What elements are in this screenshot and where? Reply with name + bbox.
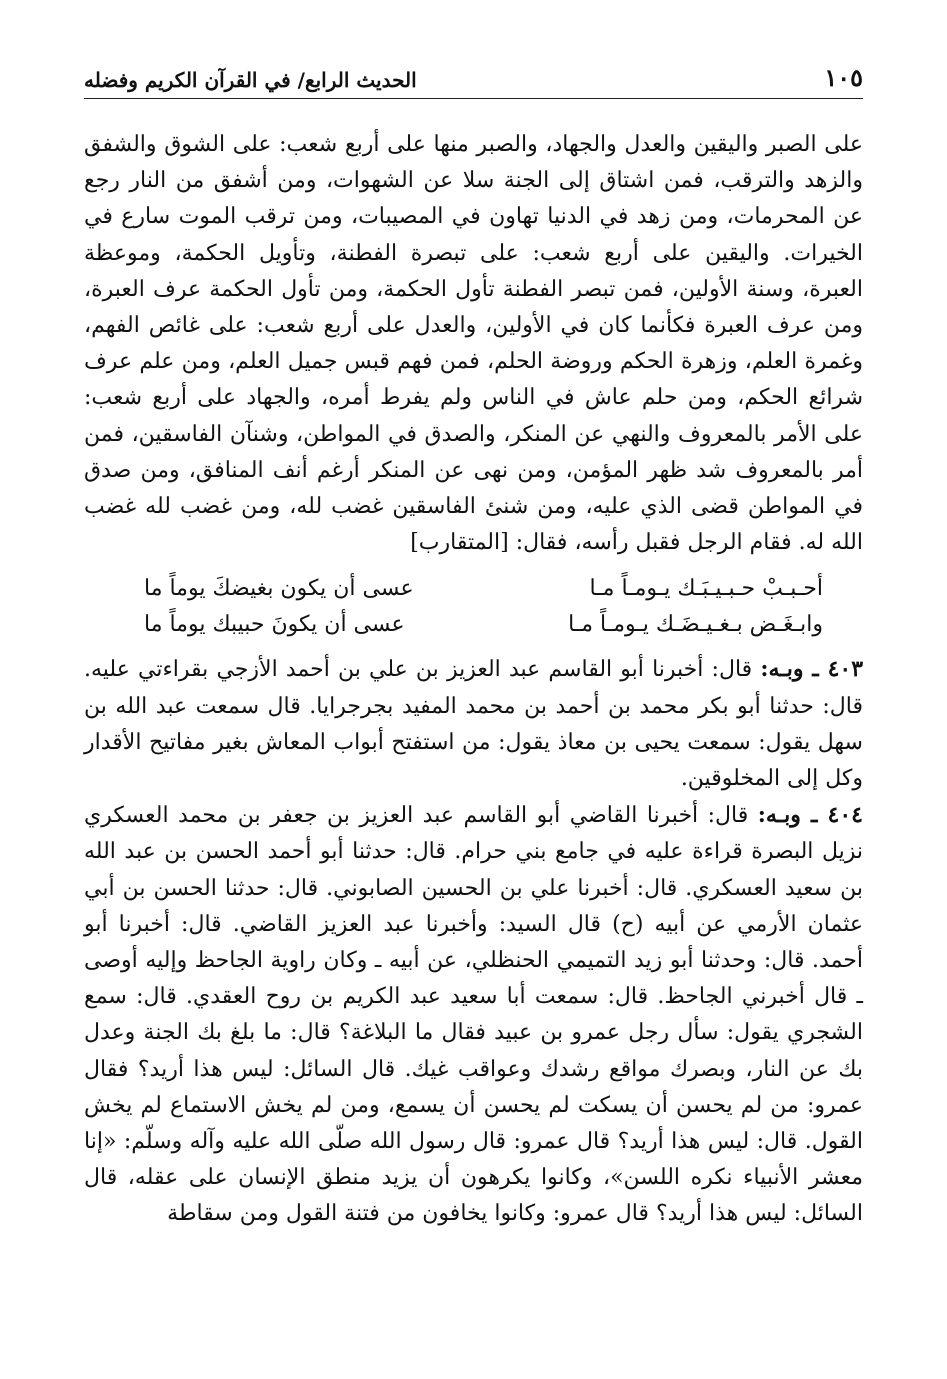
page-header — [84, 52, 863, 99]
hadith-403 — [84, 651, 863, 797]
verse-hemistich-first: وابـغَـض بـغـيـضَـك يـومـاً مـا — [568, 612, 823, 638]
verse-hemistich-first: أحـبـبْ حـبـيـبَـك يـومـاً مـا — [589, 576, 823, 602]
main-text — [84, 127, 863, 1233]
hadith-text: قال: أخبرنا القاضي أبو القاسم عبد العزيز بن جعفر بن محمد العسكري نزيل البصرة قراءة عليه في جامع بني حرام. قال: حدثنا أبو أحمد الحسن بن عبد الله بن سعيد العسكري. قال: أخبرنا علي بن الحسين الصابوني. قال: حدثنا الحسن بن أبي عثمان الأرمي عن أبيه (ح) قال السيد: وأخبرنا عبد العزيز القاضي. قال: أخبرنا أبو أحمد. قال: وحدثنا أبو زيد التميمي الحنظلي، عن أبيه ـ وكان راوية الجاحظ وإليه أوصى ـ قال أخبرني الجاحظ. قال: سمعت أبا سعيد عبد الكريم بن روح العقدي. قال: سمع الشجري يقول: سأل رجل عمرو بن عبيد فقال ما البلاغة؟ قال: ما بلغ بك الجنة وعدل بك عن النار، وبصرك مواقع رشدك وعواقب غيك. قال السائل: ليس هذا أريد؟ فقال عمرو: من لم يحسن أن يسكت لم يحسن أن يسمع، ومن لم يخش الاستماع لم يخش القول. قال: ليس هذا أريد؟ قال عمرو: قال رسول الله صلّى الله عليه وآله وسلّم: «إنا معشر الأنبياء نكره اللسن»، وكانوا يكرهون أن يزيد منطق الإنسان على عقله، قال السائل: ليس هذا أريد؟ قال عمرو: وكانوا يخافون من فتنة القول ومن سقاطة — [84, 803, 863, 1227]
verse-hemistich-second: عسى أن يكونَ حبيبك يوماً ما — [144, 612, 405, 638]
verse-hemistich-second: عسى أن يكون بغيضكَ يوماً ما — [144, 576, 414, 602]
paragraph-continuation: على الصبر واليقين والعدل والجهاد، والصبر منها على أربع شعب: على الشوق والشفق والزهد والترقب، فمن اشتاق إلى الجنة سلا عن الشهوات، ومن أشفق من النار رجع عن المحرمات، ومن زهد في الدنيا تهاون في المصيبات، ومن ترقب الموت سارع في الخيرات. واليقين على أربع شعب: على تبصرة الفطنة، وتأويل الحكمة، وموعظة العبرة، وسنة الأولين، فمن تبصر الفطنة تأول الحكمة، ومن تأول الحكمة عرف العبرة، ومن عرف العبرة فكأنما كان في الأولين، والعدل على أربع شعب: على غائص الفهم، وغمرة العلم، وزهرة الحكم وروضة الحلم، فمن فهم قبس جميل العلم، ومن علم عرف شرائع الحكم، ومن حلم عاش في الناس ولم يفرط أمره، والجهاد على أربع شعب: على الأمر بالمعروف والنهي عن المنكر، والصدق في المواطن، وشنآن الفاسقين، فمن أمر بالمعروف شد ظهر المؤمن، ومن نهى عن المنكر أرغم أنف المنافق، ومن صدق في المواطن قضى الذي عليه، ومن شنئ الفاسقين غضب لله، ومن غضب لله غضب الله له. فقام الرجل فقبل رأسه، فقال: [المتقارب] — [84, 132, 863, 556]
verse-line — [84, 571, 863, 607]
page-number: ١٠٥ — [824, 63, 863, 92]
poem-verses — [84, 571, 863, 643]
hadith-404 — [84, 797, 863, 1232]
hadith-number: ٤٠٤ ـ وبـه: — [757, 802, 863, 829]
verse-line — [84, 607, 863, 643]
hadith-number: ٤٠٣ ـ وبـه: — [760, 656, 864, 683]
hadith-text: قال: أخبرنا أبو القاسم عبد العزيز بن علي بن أحمد الأزجي بقراءتي عليه. قال: حدثنا أبو بكر محمد بن أحمد بن محمد المفيد بجرجرايا. قال سمعت عبد الله بن سهل يقول: سمعت يحيى بن معاذ يقول: من استفتح أبواب المعاش بغير مفاتيح الأقدار وكل إلى المخلوقين. — [84, 657, 863, 792]
running-title: الحديث الرابع/ في القرآن الكريم وفضله — [84, 68, 417, 92]
